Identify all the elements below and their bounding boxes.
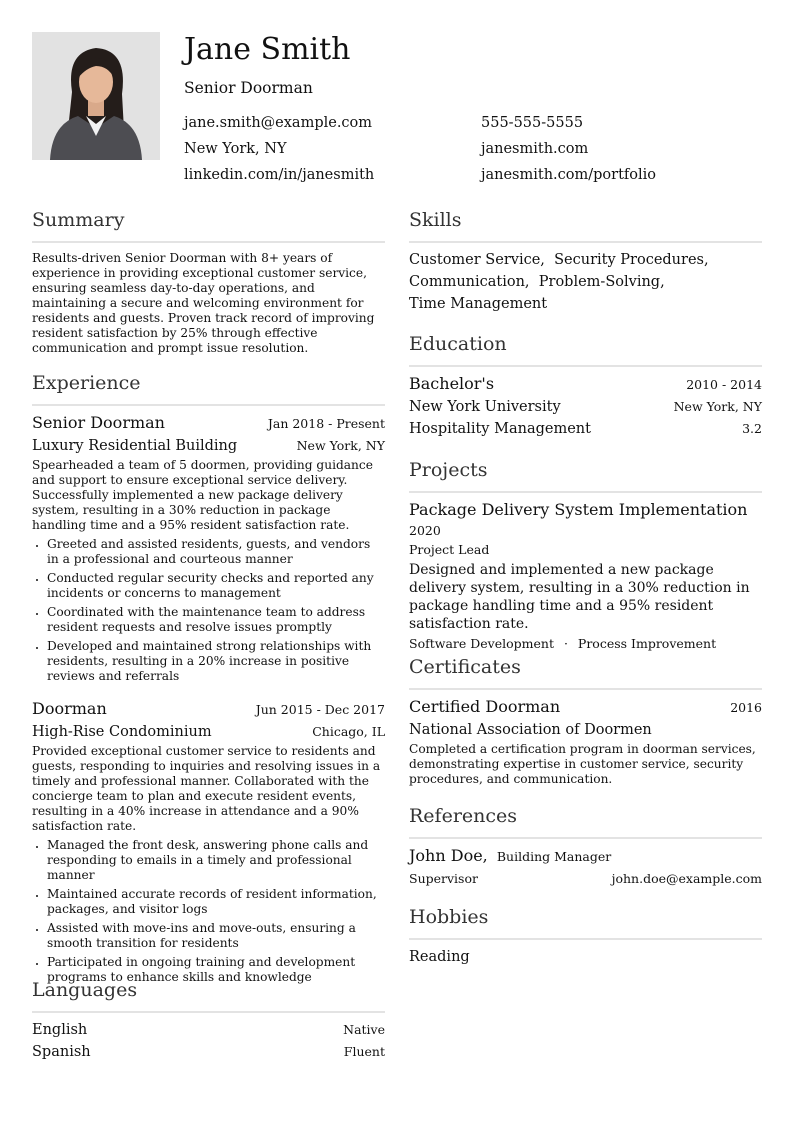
experience-section [32,370,385,989]
skills-line: Time Management [409,296,548,312]
job-bullet: • Maintained accurate records of resident information, packages, and visitor logs [47,887,385,917]
references-section [409,803,762,890]
job-dates: Jun 2015 - Dec 2017 [255,702,385,717]
language-row [32,1019,385,1041]
projects-section [409,457,762,655]
experience-heading: Experience [32,370,385,406]
job-bullet: • Greeted and assisted residents, guests, and vendors in a professional and courteous manner [47,537,385,567]
languages-heading: Languages [32,977,385,1013]
education-location: New York, NY [673,399,762,414]
project-role: Project Lead [409,542,490,557]
education-field: Hospitality Management [409,421,591,437]
tag-separator: · [563,636,568,651]
language-row [32,1041,385,1063]
profile-photo-image [32,32,160,160]
project-year: 2020 [409,523,441,538]
skills-section [409,207,762,315]
references-heading: References [409,803,762,839]
job-bullet: • Developed and maintained strong relationships with residents, resulting in a 20% increase in positive reviews and referrals [47,639,385,684]
job-title: Senior Doorman [184,79,313,97]
profile-photo [32,32,160,160]
linkedin-link[interactable]: linkedin.com/in/janesmith [184,167,375,183]
skills-line: Communication, Problem-Solving, [409,274,665,290]
certificates-section [409,654,762,787]
project-title: Package Delivery System Implementation [409,500,748,519]
job-bullet: • Conducted regular security checks and reported any incidents or concerns to management [47,571,385,601]
reference-email[interactable]: john.doe@example.com [611,871,762,886]
job-company: High-Rise Condominium [32,724,212,740]
summary-heading: Summary [32,207,385,243]
certificate-name: Certified Doorman [409,697,561,716]
language-name: Spanish [32,1044,91,1060]
project-tags [409,633,762,655]
summary-text: Results-driven Senior Doorman with 8+ years of experience in providing exceptional customer service, ensuring seamless day-to-day operations, and maintaining a secure and welcoming environment for residents and guests. Proven track record of improving resident satisfaction by 25% through effective communication and prompt issue resolution. [32,251,375,355]
job-position: Doorman [32,699,107,718]
job-entry [32,698,385,985]
location-text: New York, NY [184,141,287,157]
education-heading: Education [409,331,762,367]
job-location: New York, NY [296,438,385,453]
hobby-item: Reading [409,949,470,965]
job-summary: Provided exceptional customer service to residents and guests, responding to inquiries and resolving issues in a timely and professional manner. Collaborated with the concierge team to plan and execute resident events, resulting in a 40% increase in attendance and a 90% satisfaction rate. [32,744,381,833]
job-company: Luxury Residential Building [32,438,238,454]
website-link[interactable]: janesmith.com [481,141,589,157]
hobbies-heading: Hobbies [409,904,762,940]
hobbies-section [409,904,762,968]
reference-name: John Doe, [409,846,488,865]
language-name: English [32,1022,88,1038]
job-bullet: • Coordinated with the maintenance team to address resident requests and resolve issues promptly [47,605,385,635]
education-gpa: 3.2 [742,421,762,436]
portfolio-link[interactable]: janesmith.com/portfolio [481,167,657,183]
certificate-description: Completed a certification program in doorman services, demonstrating expertise in customer service, security procedures, and communication. [409,742,756,786]
job-position: Senior Doorman [32,413,165,432]
skills-heading: Skills [409,207,762,243]
languages-section [32,977,385,1063]
job-entry [32,412,385,684]
summary-section [32,207,385,356]
certificates-heading: Certificates [409,654,762,690]
job-bullet: • Assisted with move-ins and move-outs, ensuring a smooth transition for residents [47,921,385,951]
education-degree: Bachelor's [409,374,495,393]
project-tag: Process Improvement [577,636,717,651]
language-level: Native [343,1022,385,1037]
education-school: New York University [409,399,561,415]
email-link[interactable]: jane.smith@example.com [184,115,373,131]
candidate-name: Jane Smith [184,32,351,67]
certificate-year: 2016 [730,700,762,715]
skills-line: Customer Service, Security Procedures, [409,252,709,268]
phone-link[interactable]: 555-555-5555 [481,115,584,131]
education-section [409,331,762,440]
language-level: Fluent [343,1044,385,1059]
project-description: Designed and implemented a new package delivery system, resulting in a 30% reduction in package handling time and a 95% resident satisfaction rate. [409,562,750,632]
education-dates: 2010 - 2014 [686,377,762,392]
job-bullet: • Participated in ongoing training and development programs to enhance skills and knowledge [47,955,385,985]
certificate-issuer: National Association of Doormen [409,722,652,738]
reference-relation: Supervisor [409,871,478,886]
projects-heading: Projects [409,457,762,493]
job-summary: Spearheaded a team of 5 doormen, providing guidance and support to ensure exceptional service delivery. Successfully implemented a new package delivery system, resulting in a 30% reduction in package handling time and a 95% resident satisfaction rate. [32,458,373,532]
job-bullets [32,838,385,985]
job-bullets [32,537,385,684]
job-bullet: • Managed the front desk, answering phone calls and responding to emails in a timely and professional manner [47,838,385,883]
job-dates: Jan 2018 - Present [267,416,385,431]
job-location: Chicago, IL [312,724,385,739]
project-tag: Software Development [409,636,554,651]
reference-role: Building Manager [496,849,612,864]
